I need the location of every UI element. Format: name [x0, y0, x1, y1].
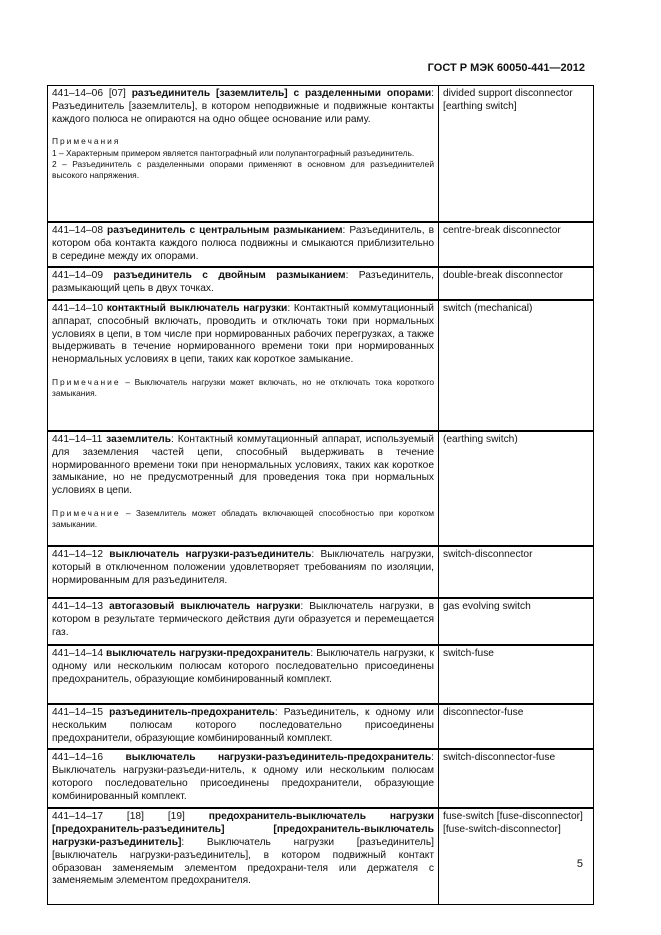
page-number: 5	[576, 858, 583, 870]
english-term-cell: switch-fuse	[439, 645, 594, 704]
term-definition-cell	[48, 431, 439, 546]
note-line: – Выключатель нагрузки может включать, но не отключать тока короткого замыкания.	[52, 376, 434, 399]
note-line: 1 – Характерным примером является пантографный или полупантографный разъединитель.	[52, 147, 415, 158]
term-definition: : Разъединитель, к одному или нескольким полюсам которого последовательно присоединены предохранители, образующие комбинированный комплект.	[52, 706, 434, 744]
term-code: 441–14–16	[52, 752, 103, 764]
term-code: 441–14–14	[52, 647, 103, 659]
term-row	[48, 808, 594, 905]
term-definition: : Выключатель нагрузки, к одному или нескольким полюсам которого последовательно присоединены предохранитель, образующие комбинированный комплект.	[52, 647, 435, 685]
term-definition: : Выключатель нагрузки, который в отключенном положении удовлетворяет требованиям по изоляции, нормированным для разъединителя.	[52, 548, 434, 586]
term-definition: : Контактный коммутационный аппарат, используемый для заземления частей цепи, способный выдерживать в течение нормированного времени токи при ненормальных условиях, таких как короткое замыкание, но не предусмотренный для проведения тока при нормальных условиях в цепи.	[52, 433, 434, 497]
term-name: контактный выключатель нагрузки	[106, 302, 288, 314]
term-row	[48, 645, 594, 704]
term-name: выключатель нагрузки-предохранитель	[106, 647, 311, 659]
term-name: выключатель нагрузки-разъединитель	[109, 548, 312, 560]
term-code: 441–14–15	[52, 706, 103, 718]
term-definition-cell	[48, 86, 439, 223]
note-title: Примечание	[52, 507, 121, 518]
term-row	[48, 431, 594, 546]
term-code: 441–14–10	[52, 302, 103, 314]
term-code: 441–14–17 [18] [19]	[52, 811, 185, 823]
term-row	[48, 704, 594, 749]
english-term-cell: gas evolving switch	[439, 598, 594, 645]
term-name: автогазовый выключатель нагрузки	[109, 600, 301, 612]
english-term-cell: (earthing switch)	[439, 431, 594, 546]
term-definition: : Разъединитель, размыкающий цепь в двух точках.	[52, 270, 434, 295]
term-name: разъединитель [заземлитель] с разделенными опорами	[131, 88, 432, 99]
english-term-cell: divided support disconnector [earthing switch]	[439, 86, 594, 223]
term-code: 441–14–13	[52, 600, 103, 612]
term-row	[48, 546, 594, 598]
term-name: заземлитель	[106, 433, 172, 445]
note-title: Примечание	[52, 376, 121, 387]
term-definition: : Разъединитель, в котором оба контакта каждого полюса подвижны и смыкаются приблизительно в середине между их опорами.	[52, 225, 434, 262]
english-term-cell: switch-disconnector-fuse	[439, 749, 594, 808]
term-definition: : Контактный коммутационный аппарат, способный включать, проводить и отключать токи при нормальных условиях в цепи, в том числе при нормированных рабочих перегрузках, а также выдерживать в течение нормированного времени токи при нормированных ненормальных условиях в цепи, таких как короткое замыкание.	[52, 302, 434, 366]
term-name: разъединитель с двойным размыканием	[113, 270, 346, 282]
term-code: 441–14–11	[52, 433, 103, 445]
term-definition: : Выключатель нагрузки [разъединитель] [выключатель нагрузки-разъединитель], в котором подвижный контакт образован заменяемым элементом предохрани-теля или держателя с заменяемым элементом предохранителя.	[52, 836, 434, 887]
term-name: разъединитель с центральным размыканием	[107, 225, 343, 236]
term-definition-cell	[48, 598, 439, 645]
term-definition-cell	[48, 546, 439, 598]
term-code: 441–14–06 [07]	[52, 88, 126, 99]
term-note	[52, 508, 434, 530]
term-definition-cell	[48, 300, 439, 431]
term-definition-cell	[48, 645, 439, 704]
english-term-cell: double-break disconnector	[439, 267, 594, 300]
term-name: разъединитель-предохранитель	[109, 706, 275, 718]
term-row	[48, 86, 594, 223]
english-term-cell: disconnector-fuse	[439, 704, 594, 749]
term-row	[48, 598, 594, 645]
terms-table	[47, 85, 594, 905]
note-line: – Заземлитель может обладать включающей способностью при коротком замыкании.	[52, 507, 434, 530]
english-term-cell: centre-break disconnector	[439, 222, 594, 267]
term-definition-cell	[48, 749, 439, 808]
term-definition: : Выключатель нагрузки-разъеди-нитель, к одному или нескольким полюсам которого последовательно присоединены предохранители, образующие комбинированный комплект.	[52, 752, 434, 802]
term-definition: : Разъединитель [заземлитель], в котором неподвижные и подвижные контакты каждого полюса не опираются на одно общее основание или раму.	[52, 88, 434, 125]
term-row	[48, 749, 594, 808]
term-definition-cell	[48, 267, 439, 300]
note-title: Примечания	[52, 136, 121, 147]
term-note	[52, 377, 434, 399]
term-definition-cell	[48, 808, 439, 905]
term-note	[52, 136, 434, 181]
term-definition-cell	[48, 704, 439, 749]
english-term-cell: switch-disconnector	[439, 546, 594, 598]
term-code: 441–14–12	[52, 548, 103, 560]
term-row	[48, 300, 594, 431]
english-term-cell: fuse-switch [fuse-disconnector] [fuse-switch-disconnector]	[439, 808, 594, 905]
term-name: предохранитель-выключатель нагрузки [предохранитель-разъединитель] [предохранитель-выключатель нагрузки-разъединитель]	[52, 811, 434, 848]
term-definition: : Выключатель нагрузки, в котором в результате термического действия дуги образуется и перемещается газ.	[52, 600, 434, 638]
document-header: ГОСТ Р МЭК 60050-441—2012	[427, 62, 585, 74]
term-name: выключатель нагрузки-разъединитель-предохранитель	[125, 752, 432, 764]
term-row	[48, 222, 594, 267]
term-definition-cell	[48, 222, 439, 267]
term-row	[48, 267, 594, 300]
note-line: 2 – Разъединитель с разделенными опорами применяют в основном для разъединителей высокого напряжения.	[52, 158, 434, 180]
english-term-cell: switch (mechanical)	[439, 300, 594, 431]
term-code: 441–14–08	[52, 225, 103, 236]
term-code: 441–14–09	[52, 270, 103, 282]
